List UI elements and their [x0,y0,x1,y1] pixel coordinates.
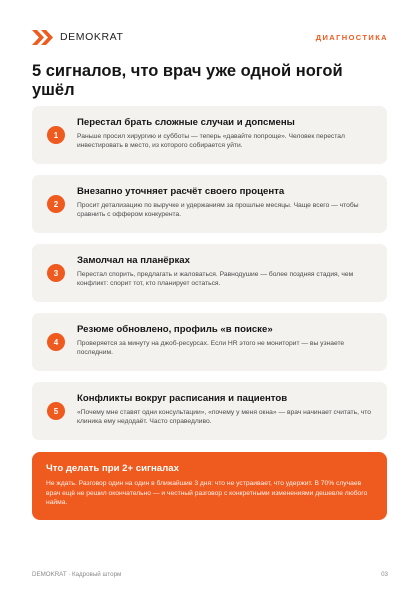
signal-title: Конфликты вокруг расписания и пациентов [77,393,288,404]
brand-name: DEMOKRAT [60,31,124,43]
signal-text: Проверяется за минуту на джоб-ресурсах. Если HR этого не мониторит — вы узнаете последним. [77,340,345,357]
signal-title: Замолчал на планёрках [77,255,190,266]
signal-number-badge: 1 [47,126,65,144]
signal-card-4 [32,313,387,371]
page-header [32,26,388,48]
action-callout [32,452,387,520]
signal-card-3 [32,244,387,302]
page-number: 03 [381,571,388,578]
section-tag: ДИАГНОСТИКА [315,32,388,42]
brand [32,30,124,45]
signal-text: Перестал спорить, предлагать и жаловаться. Равнодушие — более поздняя стадия, чем конфликт: спорит тот, кто планирует остаться. [77,271,354,288]
signal-text: «Почему мне ставят одни консультации», «почему у меня окна» — врач начинает считать, что клиника ему недодаёт. Часто справедливо. [77,409,372,426]
signals-list [32,106,387,451]
brand-logo-icon [32,30,54,45]
page-title: 5 сигналов, что врач уже одной ногой ушёл [32,62,343,99]
footer-source: DEMOKRAT · Кадровый шторм [32,571,122,578]
signal-text: Просит детализацию по выручке и удержаниям за прошлые месяцы. Чаще всего — чтобы сравнить с оффером конкурента. [77,202,359,219]
signal-title: Перестал брать сложные случаи и допсмены [77,117,295,128]
signal-number-badge: 3 [47,264,65,282]
page-footer [32,571,388,578]
signal-card-2 [32,175,387,233]
signal-number-badge: 2 [47,195,65,213]
callout-title: Что делать при 2+ сигналах [46,463,179,474]
signal-title: Внезапно уточняет расчёт своего процента [77,186,285,197]
signal-text: Раньше просил хирургию и субботы — теперь «давайте попроще». Человек перестал инвестировать в место, из которого собирается уйти. [77,133,345,150]
signal-card-5 [32,382,387,440]
signal-card-1 [32,106,387,164]
signal-number-badge: 5 [47,402,65,420]
signal-number-badge: 4 [47,333,65,351]
callout-text: Не ждать. Разговор один на один в ближайшие 3 дня: что не устраивает, что удержит. В 70% случаев врач ещё не решил окончательно — и честный разговор с конкретными изменениями дешевле любого найма. [46,480,368,507]
signal-title: Резюме обновлено, профиль «в поиске» [77,324,273,335]
